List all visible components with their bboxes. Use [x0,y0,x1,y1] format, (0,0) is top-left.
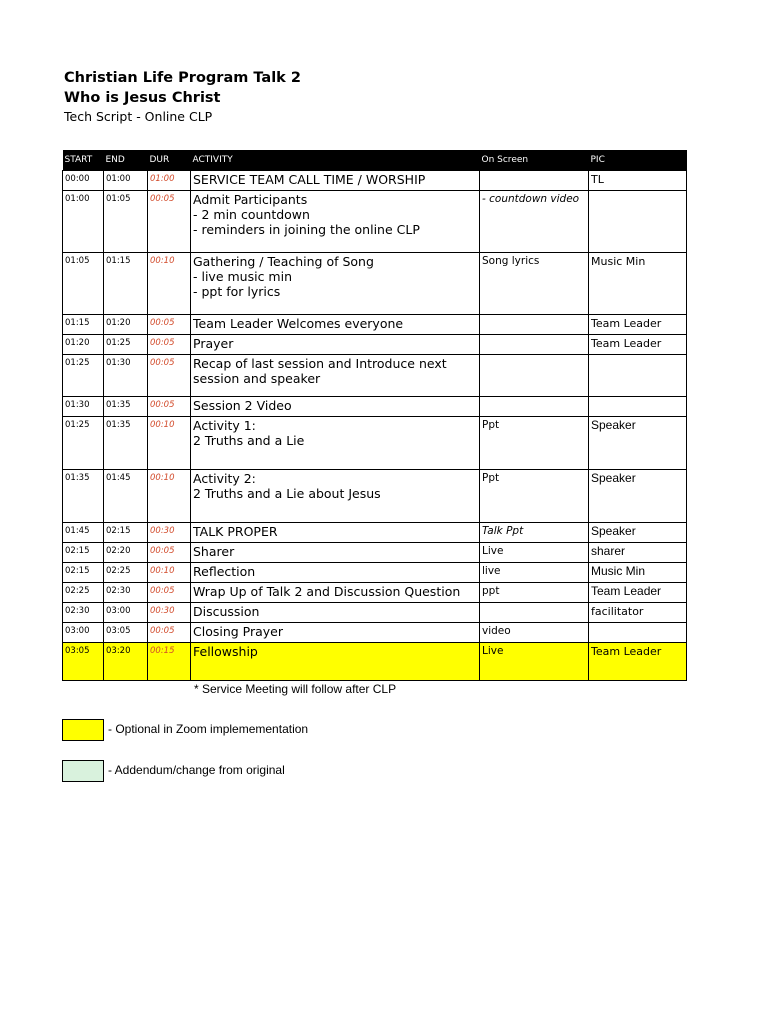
duration-cell: 00:05 [148,335,191,355]
start-cell: 01:25 [63,355,104,397]
end-cell: 01:20 [104,315,148,335]
activity-line: - 2 min countdown [193,207,310,222]
activity-cell [191,470,480,523]
activity-cell [191,523,480,543]
on-screen-cell [480,603,589,623]
legend-swatch-green [62,760,104,782]
duration-cell: 00:05 [148,355,191,397]
pic-cell: Speaker [589,417,687,470]
table-row [63,470,687,523]
header-end: END [104,150,148,171]
activity-line: SERVICE TEAM CALL TIME / WORSHIP [193,172,426,187]
activity-line: - live music min [193,269,292,284]
duration-cell: 00:05 [148,315,191,335]
duration-cell: 00:15 [148,643,191,681]
activity-line: Gathering / Teaching of Song [193,254,374,269]
start-cell: 01:45 [63,523,104,543]
pic-cell: Team Leader [589,315,687,335]
on-screen-cell [480,397,589,417]
activity-cell [191,397,480,417]
legend-swatch-yellow [62,719,104,741]
end-cell: 01:15 [104,253,148,315]
on-screen-cell: - countdown video [480,191,589,253]
end-cell: 01:35 [104,417,148,470]
pic-cell: TL [589,171,687,191]
activity-line: Closing Prayer [193,624,284,639]
on-screen-cell [480,315,589,335]
pic-cell [589,191,687,253]
activity-line: Activity 1: [193,418,256,433]
start-cell: 01:30 [63,397,104,417]
start-cell: 03:05 [63,643,104,681]
on-screen-cell [480,355,589,397]
end-cell: 01:00 [104,171,148,191]
activity-cell [191,563,480,583]
table-row [63,335,687,355]
table-row [63,523,687,543]
activity-cell [191,355,480,397]
table-row [63,643,687,681]
activity-line: 2 Truths and a Lie about Jesus [193,486,381,501]
table-row [63,603,687,623]
duration-cell: 00:10 [148,470,191,523]
duration-cell: 00:10 [148,563,191,583]
on-screen-cell: Song lyrics [480,253,589,315]
duration-cell: 00:30 [148,523,191,543]
activity-cell [191,623,480,643]
table-row [63,171,687,191]
activity-line: TALK PROPER [193,524,278,539]
pic-cell: sharer [589,543,687,563]
duration-cell: 00:05 [148,623,191,643]
start-cell: 03:00 [63,623,104,643]
document-caption: Tech Script - Online CLP [64,109,213,124]
table-row [63,583,687,603]
legend-text-optional: - Optional in Zoom implemementation [108,722,309,736]
pic-cell: facilitator [589,603,687,623]
end-cell: 01:35 [104,397,148,417]
activity-cell [191,171,480,191]
activity-line: Activity 2: [193,471,256,486]
end-cell: 03:05 [104,623,148,643]
duration-cell: 00:05 [148,543,191,563]
on-screen-cell: Live [480,643,589,681]
table-row [63,397,687,417]
header-on-screen: On Screen [480,150,589,171]
pic-cell: Speaker [589,470,687,523]
activity-line: - reminders in joining the online CLP [193,222,420,237]
header-activity: ACTIVITY [191,150,480,171]
activity-cell [191,643,480,681]
table-row [63,563,687,583]
start-cell: 00:00 [63,171,104,191]
activity-line: Prayer [193,336,234,351]
on-screen-cell [480,171,589,191]
end-cell: 02:20 [104,543,148,563]
duration-cell: 00:05 [148,583,191,603]
duration-cell: 00:10 [148,253,191,315]
pic-cell [589,623,687,643]
end-cell: 01:25 [104,335,148,355]
title-block [64,68,301,126]
pic-cell: Music Min [589,253,687,315]
document-subtitle: Who is Jesus Christ [64,90,221,106]
document-title: Christian Life Program Talk 2 [64,70,301,86]
duration-cell: 00:10 [148,417,191,470]
duration-cell: 00:30 [148,603,191,623]
activity-cell [191,315,480,335]
duration-cell: 00:05 [148,191,191,253]
on-screen-cell [480,335,589,355]
pic-cell [589,355,687,397]
start-cell: 02:25 [63,583,104,603]
activity-line: Sharer [193,544,235,559]
start-cell: 01:25 [63,417,104,470]
activity-cell [191,417,480,470]
duration-cell: 00:05 [148,397,191,417]
activity-cell [191,253,480,315]
pic-cell: Music Min [589,563,687,583]
activity-line: - ppt for lyrics [193,284,281,299]
end-cell: 03:20 [104,643,148,681]
table-row [63,355,687,397]
table-row [63,315,687,335]
activity-line: Session 2 Video [193,398,292,413]
activity-line: Fellowship [193,644,258,659]
activity-cell [191,335,480,355]
end-cell: 01:30 [104,355,148,397]
start-cell: 01:15 [63,315,104,335]
pic-cell [589,397,687,417]
activity-line: Admit Participants [193,192,308,207]
activity-line: Reflection [193,564,256,579]
table-row [63,543,687,563]
pic-cell: Team Leader [589,583,687,603]
activity-line: session and speaker [193,371,321,386]
header-start: START [63,150,104,171]
start-cell: 01:20 [63,335,104,355]
tech-script-table [62,150,687,681]
start-cell: 02:15 [63,543,104,563]
start-cell: 01:05 [63,253,104,315]
header-dur: DUR [148,150,191,171]
activity-line: Discussion [193,604,260,619]
end-cell: 01:05 [104,191,148,253]
table-row [63,417,687,470]
activity-line: Recap of last session and Introduce next [193,356,447,371]
end-cell: 03:00 [104,603,148,623]
end-cell: 02:15 [104,523,148,543]
on-screen-cell: Ppt [480,417,589,470]
pic-cell: Speaker [589,523,687,543]
on-screen-cell: Live [480,543,589,563]
table-row [63,623,687,643]
activity-cell [191,543,480,563]
end-cell: 01:45 [104,470,148,523]
header-pic: PIC [589,150,687,171]
legend-text-addendum: - Addendum/change from original [108,763,285,777]
start-cell: 01:00 [63,191,104,253]
activity-line: Team Leader Welcomes everyone [193,316,404,331]
activity-line: 2 Truths and a Lie [193,433,305,448]
activity-line: Wrap Up of Talk 2 and Discussion Question [193,584,461,599]
pic-cell: Team Leader [589,643,687,681]
on-screen-cell: live [480,563,589,583]
footnote: * Service Meeting will follow after CLP [194,682,397,696]
duration-cell: 01:00 [148,171,191,191]
on-screen-cell: ppt [480,583,589,603]
table-row [63,191,687,253]
activity-cell [191,603,480,623]
activity-cell [191,191,480,253]
end-cell: 02:25 [104,563,148,583]
on-screen-cell: video [480,623,589,643]
table-header-row [63,150,687,171]
pic-cell: Team Leader [589,335,687,355]
start-cell: 02:30 [63,603,104,623]
table-row [63,253,687,315]
start-cell: 01:35 [63,470,104,523]
end-cell: 02:30 [104,583,148,603]
on-screen-cell: Talk Ppt [480,523,589,543]
start-cell: 02:15 [63,563,104,583]
on-screen-cell: Ppt [480,470,589,523]
activity-cell [191,583,480,603]
